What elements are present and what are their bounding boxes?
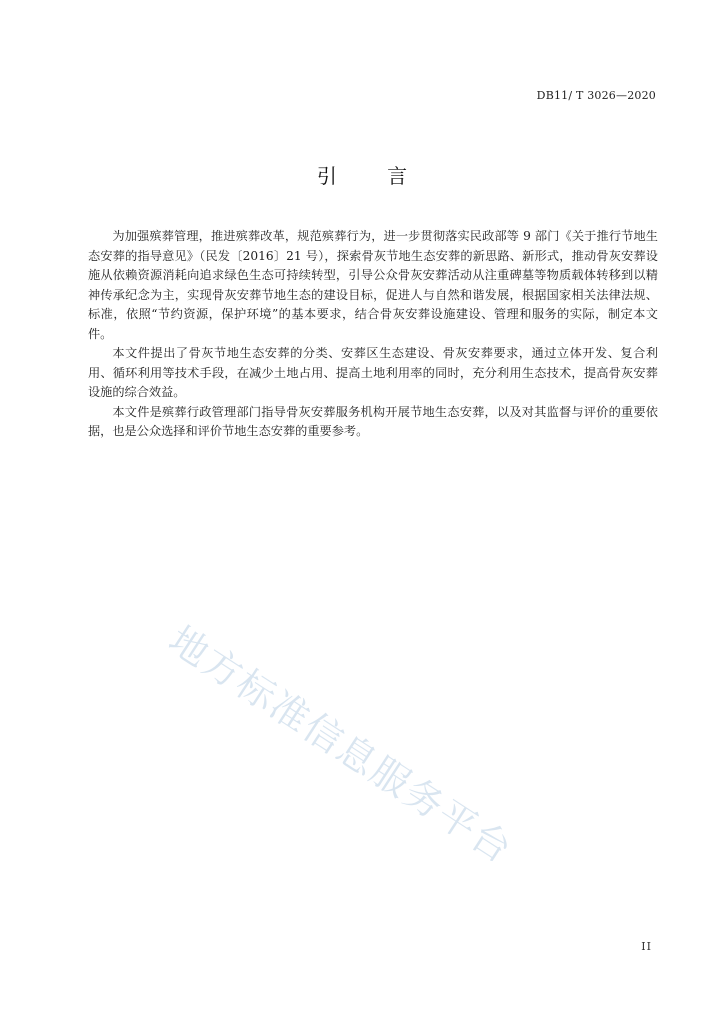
paragraph: 本文件提出了骨灰节地生态安葬的分类、安葬区生态建设、骨灰安葬要求，通过立体开发、复合利用、循环利用等技术手段，在减少土地占用、提高土地利用率的同时，充分利用生态技术，提高骨灰安葬设施的综合效益。	[88, 346, 658, 399]
body-text	[88, 227, 658, 442]
page-number: II	[641, 940, 652, 953]
paragraph: 本文件是殡葬行政管理部门指导骨灰安葬服务机构开展节地生态安葬，以及对其监督与评价的重要依据，也是公众选择和评价节地生态安葬的重要参考。	[88, 404, 658, 438]
section-title: 引 言	[316, 164, 430, 188]
watermark: 地方标准信息服务平台	[161, 617, 521, 873]
standard-code: DB11/ T 3026—2020	[536, 89, 656, 102]
paragraph: 为加强殡葬管理，推进殡葬改革，规范殡葬行为，进一步贯彻落实民政部等 9 部门《关于推行节地生态安葬的指导意见》（民发〔2016〕21 号），探索骨灰节地生态安葬的新思路、新形式，推动骨灰安葬设施从依赖资源消耗向追求绿色生态可持续转型，引导公众骨灰安葬活动从注重碑墓等物质载体转移到以精神传承纪念为主，实现骨灰安葬节地生态的建设目标，促进人与自然和谐发展，根据国家相关法律法规、标准，依照“节约资源，保护环境”的基本要求，结合骨灰安葬设施建设、管理和服务的实际，制定本文件。	[88, 229, 658, 341]
